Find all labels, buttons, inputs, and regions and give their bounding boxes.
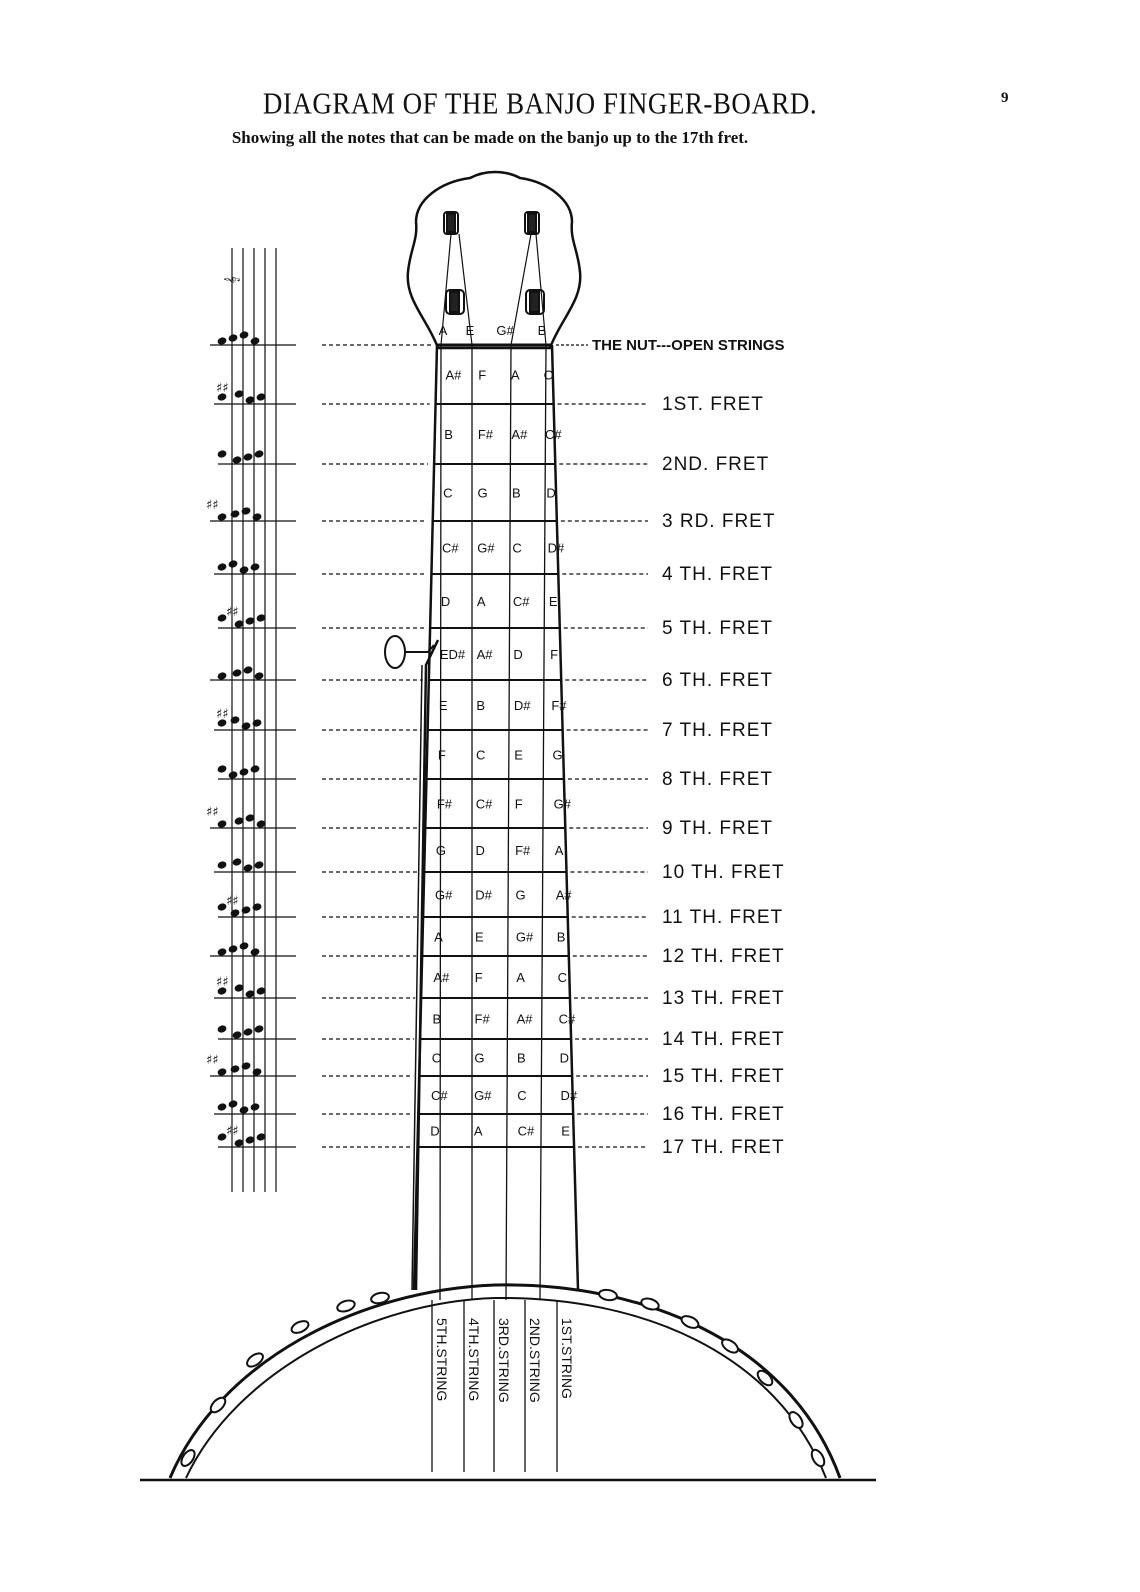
fret-note: D: [546, 485, 556, 501]
note-head: [243, 1027, 254, 1037]
fret-label: 12 TH. FRET: [662, 946, 785, 967]
sharp-sign: ♯♯: [206, 805, 219, 820]
sharp-sign: ♯♯: [216, 707, 229, 722]
fret-note: E: [514, 747, 523, 763]
page-subtitle: Showing all the notes that can be made on the banjo up to the 17th fret.: [231, 128, 749, 147]
fret-note: A: [434, 929, 443, 945]
note-head: [254, 671, 265, 681]
fret-note: G#: [474, 1088, 492, 1103]
note-head: [230, 1064, 241, 1074]
fifth-string-peg: [385, 636, 405, 668]
fret-note: C: [431, 1050, 442, 1066]
fret-label: 15 TH. FRET: [662, 1066, 785, 1087]
fret-label: 2ND. FRET: [662, 454, 770, 475]
sharp-sign: ♯♯: [206, 1053, 219, 1068]
note-head: [239, 565, 250, 575]
open-string-note: G#: [496, 323, 514, 338]
note-head: [250, 947, 261, 957]
fret-note: F#: [515, 843, 531, 858]
note-head: [250, 336, 261, 346]
note-head: [241, 506, 252, 516]
fret-label: 8 TH. FRET: [662, 769, 773, 790]
fret-label: 13 TH. FRET: [662, 988, 785, 1009]
note-head: [217, 449, 228, 459]
fret-note: F: [474, 970, 483, 985]
fret-note: F#: [474, 1011, 490, 1027]
fret-note: A: [516, 970, 525, 985]
string-label: 3RD.STRING: [496, 1318, 512, 1403]
note-head: [254, 1024, 265, 1034]
note-head: [239, 767, 250, 777]
note-head: [241, 905, 252, 915]
fret-note: A#: [476, 647, 493, 662]
fret-note: ED#: [439, 647, 466, 662]
fret-label: 11 TH. FRET: [662, 907, 784, 928]
note-head: [217, 947, 228, 957]
fret-note: D#: [560, 1088, 578, 1103]
fret-note: F#: [477, 427, 494, 442]
fret-label: 16 TH. FRET: [662, 1104, 785, 1125]
fret-note: D#: [475, 887, 492, 903]
fret-note: E: [561, 1123, 570, 1139]
string-label: 2ND.STRING: [527, 1318, 543, 1403]
note-head: [232, 668, 243, 678]
note-head: [230, 715, 241, 725]
sharp-sign: ♯♯: [226, 605, 239, 620]
string-label: 1ST.STRING: [559, 1318, 575, 1399]
fret-note: D: [475, 843, 485, 858]
note-head: [217, 336, 228, 346]
fret-note: E: [548, 594, 558, 609]
fret-note: C#: [475, 796, 493, 812]
fret-note: B: [444, 427, 453, 442]
fret-note: C#: [430, 1088, 448, 1103]
note-head: [217, 1024, 228, 1034]
fret-note: D#: [513, 698, 531, 713]
note-head: [230, 908, 241, 918]
fret-note: G#: [553, 796, 571, 812]
note-head: [228, 333, 239, 343]
sharp-sign: ♯♯: [226, 894, 239, 909]
fret-note: F: [514, 796, 523, 812]
note-head: [252, 902, 263, 912]
note-head: [228, 944, 239, 954]
fret-note: A#: [555, 887, 572, 903]
fret-label: 7 TH. FRET: [662, 720, 773, 741]
fret-note: F#: [551, 698, 567, 713]
note-head: [228, 770, 239, 780]
fret-note: D: [513, 647, 523, 662]
string-label: 4TH.STRING: [466, 1318, 482, 1402]
fret-note: C#: [442, 540, 459, 556]
sharp-sign: ♯♯: [226, 1124, 239, 1139]
fret-note: A#: [516, 1011, 533, 1027]
fret-label: 1ST. FRET: [662, 394, 764, 415]
note-head: [243, 452, 254, 462]
note-head: [254, 449, 265, 459]
note-head: [243, 665, 254, 675]
note-head: [217, 1102, 228, 1112]
fret-note: C: [476, 747, 486, 763]
fret-note: B: [556, 929, 566, 945]
fret-note: C: [443, 485, 453, 501]
fret-note: C: [557, 970, 568, 985]
string-line: [540, 345, 546, 1300]
note-head: [252, 1067, 263, 1077]
fret-note: G: [474, 1050, 485, 1066]
fret-label: 6 TH. FRET: [662, 670, 773, 691]
note-head: [239, 330, 250, 340]
fret-note: C: [543, 367, 553, 383]
fret-note: D: [430, 1123, 440, 1139]
string-label: 5TH.STRING: [434, 1318, 450, 1402]
fret-note: F: [550, 647, 559, 662]
note-head: [232, 455, 243, 465]
fret-note: A#: [511, 427, 528, 442]
fret-note: D#: [547, 540, 565, 556]
open-string-note: B: [537, 323, 547, 338]
fret-label: 10 TH. FRET: [662, 862, 785, 883]
fret-note: C#: [558, 1011, 576, 1027]
note-head: [250, 562, 261, 572]
fret-note: C: [512, 540, 522, 556]
fret-note: G#: [515, 929, 534, 945]
fret-label: 9 TH. FRET: [662, 818, 773, 839]
note-head: [239, 941, 250, 951]
note-head: [252, 512, 263, 522]
nut-label: THE NUT---OPEN STRINGS: [592, 337, 785, 354]
fret-note: A: [476, 594, 486, 609]
fret-label: 5 TH. FRET: [662, 618, 773, 639]
note-head: [250, 1102, 261, 1112]
fret-note: F: [478, 367, 487, 383]
fret-note: G: [435, 843, 447, 858]
fret-note: C#: [544, 427, 562, 442]
note-head: [228, 559, 239, 569]
note-head: [243, 863, 254, 873]
fret-note: F: [437, 747, 446, 763]
open-string-note: E: [465, 323, 475, 338]
fret-label: 3 RD. FRET: [662, 511, 776, 532]
note-head: [217, 562, 228, 572]
sharp-sign: ♯♯: [216, 975, 229, 990]
fret-note: G#: [435, 887, 453, 903]
fret-note: E: [475, 929, 484, 945]
fret-note: E: [438, 698, 448, 713]
peghead: [408, 172, 581, 348]
fret-note: B: [476, 698, 486, 713]
note-head: [250, 764, 261, 774]
note-head: [217, 671, 228, 681]
page-title: DIAGRAM OF THE BANJO FINGER-BOARD.: [262, 85, 818, 121]
note-head: [232, 1030, 243, 1040]
fret-label: 14 TH. FRET: [662, 1029, 785, 1050]
string-line: [506, 345, 511, 1300]
fret-note: G: [515, 887, 526, 903]
fret-note: B: [516, 1050, 526, 1066]
note-head: [239, 1105, 250, 1115]
note-head: [217, 819, 228, 829]
fret-note: B: [511, 485, 521, 501]
fret-note: B: [432, 1011, 442, 1027]
note-head: [241, 721, 252, 731]
note-head: [241, 1061, 252, 1071]
note-head: [217, 512, 228, 522]
fret-label: 17 TH. FRET: [662, 1137, 785, 1158]
fret-note: G: [552, 747, 563, 763]
fret-note: A#: [445, 367, 462, 383]
fret-note: A: [554, 843, 564, 858]
fret-note: C#: [512, 594, 530, 609]
open-string-note: A: [438, 323, 448, 338]
fret-note: C#: [517, 1123, 535, 1139]
note-head: [232, 857, 243, 867]
fret-note: G#: [477, 540, 495, 556]
fret-note: A: [473, 1123, 483, 1139]
sharp-sign: ♯♯: [216, 381, 229, 396]
sharp-sign: ♯♯: [206, 498, 219, 513]
fret-note: C: [517, 1088, 527, 1103]
note-head: [252, 718, 263, 728]
note-head: [230, 509, 241, 519]
note-head: [228, 1099, 239, 1109]
fret-label: 4 TH. FRET: [662, 564, 773, 585]
fret-note: A#: [433, 970, 450, 985]
fret-note: D: [559, 1050, 569, 1066]
fret-note: A: [510, 367, 520, 383]
note-head: [254, 860, 265, 870]
treble-clef-icon: 𝄞: [225, 276, 240, 284]
string-line: [440, 345, 441, 1300]
note-head: [217, 860, 228, 870]
note-head: [217, 1067, 228, 1077]
note-head: [217, 764, 228, 774]
page-number: 9: [1001, 90, 1009, 106]
fret-note: G: [477, 485, 488, 501]
fret-note: D: [440, 594, 451, 609]
fret-note: F#: [436, 796, 453, 812]
